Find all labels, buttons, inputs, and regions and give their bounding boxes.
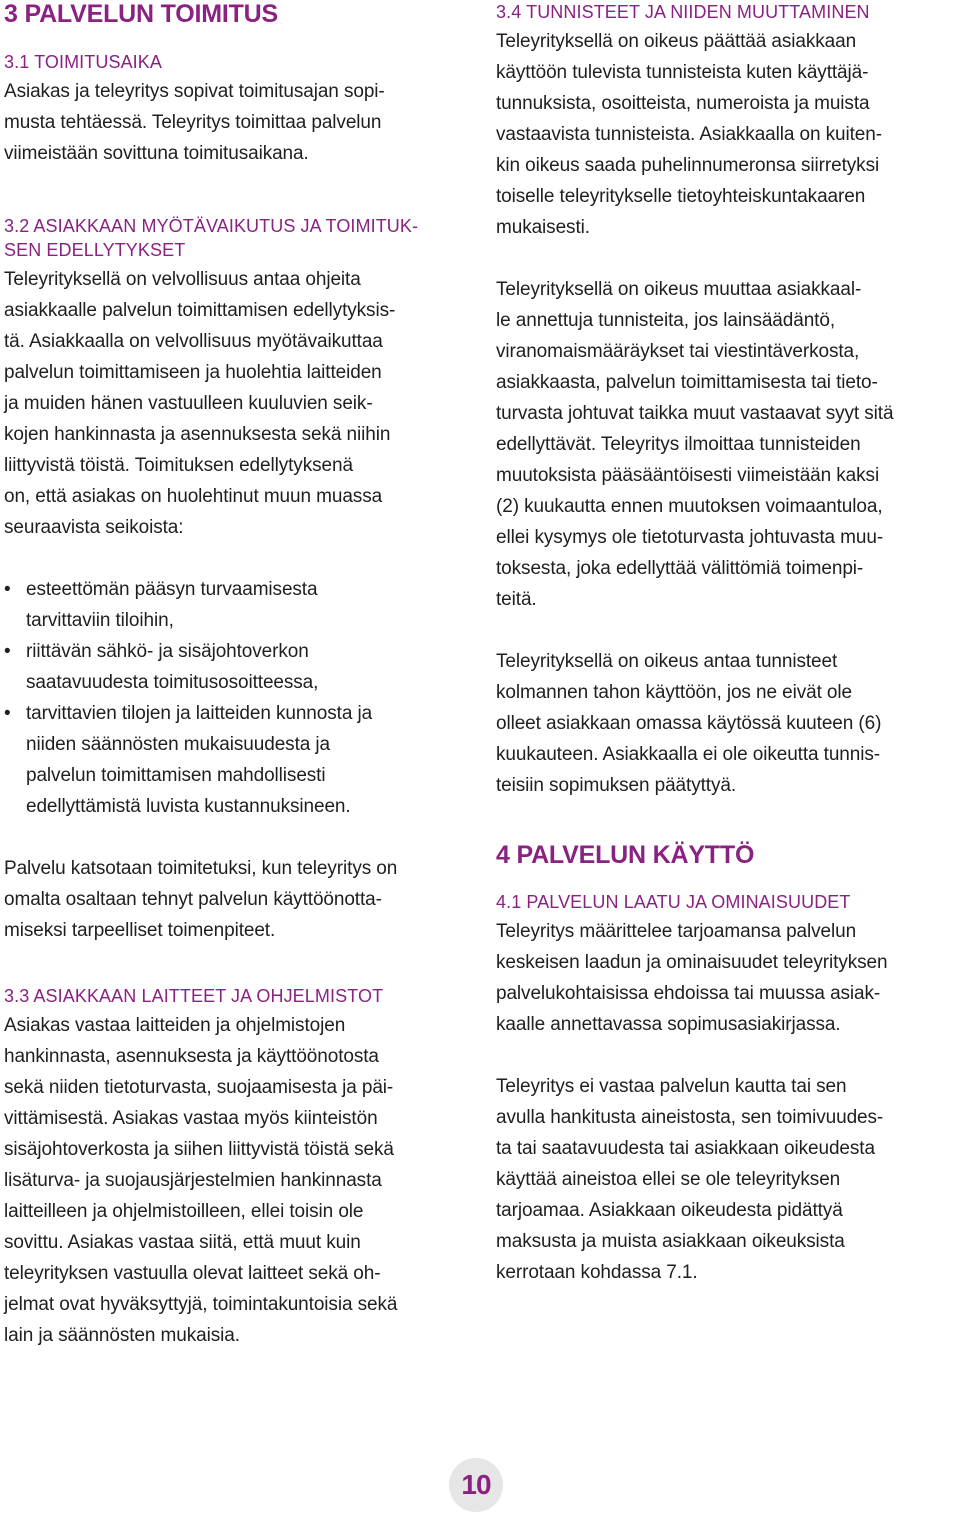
text-line: mukaisesti. (496, 217, 590, 238)
text-line: Asiakas vastaa laitteiden ja ohjelmistojen (4, 1015, 346, 1036)
text-line: saatavuudesta toimitusosoitteessa, (26, 672, 319, 693)
heading-line: 3.2 ASIAKKAAN MYÖTÄVAIKUTUS JA TOIMITUK- (4, 216, 419, 236)
text-line: kojen hankinnasta ja asennuksesta sekä niihin (4, 424, 391, 445)
text-line: Asiakas ja teleyritys sopivat toimitusajan sopi- (4, 81, 385, 102)
section-4-1-paragraph-2 (496, 1071, 958, 1288)
text-line: lisäturva- ja suojausjärjestelmien hankinnasta (4, 1170, 382, 1191)
bullet-marker: • (4, 703, 11, 724)
text-line: esteettömän pääsyn turvaamisesta (26, 579, 318, 600)
text-line: teisiin sopimuksen päätyttyä. (496, 775, 736, 796)
text-line: avulla hankitusta aineistosta, sen toimivuudes- (496, 1107, 884, 1128)
bullet-marker: • (4, 641, 11, 662)
text-line: on, että asiakas on huolehtinut muun muassa (4, 486, 383, 507)
text-line: kolmannen tahon käyttöön, jos ne eivät ole (496, 682, 852, 703)
text-line: lain ja säännösten mukaisia. (4, 1325, 240, 1346)
section-4-1-paragraph-1 (496, 916, 958, 1040)
text-line: seuraavista seikoista: (4, 517, 184, 538)
text-line: hankinnasta, asennuksesta ja käyttöönotosta (4, 1046, 379, 1067)
text-line: miseksi tarpeelliset toimenpiteet. (4, 920, 276, 941)
section-4-1-heading: 4.1 PALVELUN LAATU JA OMINAISUUDET (496, 892, 851, 912)
section-3-4-heading: 3.4 TUNNISTEET JA NIIDEN MUUTTAMINEN (496, 2, 870, 22)
text-line: jelmat ovat hyväksyttyjä, toimintakuntoisia sekä (4, 1294, 398, 1315)
section-3-2-heading (4, 214, 472, 262)
text-line: riittävän sähkö- ja sisäjohtoverkon (26, 641, 309, 662)
text-line: palvelukohtaisissa ehdoissa tai muussa asiak- (496, 983, 881, 1004)
text-line: liittyvistä töistä. Toimituksen edellytyksenä (4, 455, 353, 476)
text-line: Teleyrityksellä on velvollisuus antaa ohjeita (4, 269, 361, 290)
list-item (4, 698, 472, 822)
text-line: käyttöön tulevista tunnisteista kuten käyttäjä- (496, 62, 869, 83)
text-line: maksusta ja muista asiakkaan oikeuksista (496, 1231, 845, 1252)
text-line: keskeisen laadun ja ominaisuudet teleyrityksen (496, 952, 888, 973)
text-line: laitteilleen ja ohjelmistoilleen, ellei toisin ole (4, 1201, 364, 1222)
text-line: edellyttämistä luvista kustannuksineen. (26, 796, 351, 817)
text-line: palvelun toimittamisen mahdollisesti (26, 765, 326, 786)
section-3-3-heading: 3.3 ASIAKKAAN LAITTEET JA OHJELMISTOT (4, 986, 384, 1006)
text-line: turvasta johtuvat taikka muut vastaavat syyt sitä (496, 403, 894, 424)
text-line: kerrotaan kohdassa 7.1. (496, 1262, 698, 1283)
text-line: palvelun toimittamiseen ja huolehtia laitteiden (4, 362, 382, 383)
section-3-2-text (4, 264, 472, 543)
text-line: musta tehtäessä. Teleyritys toimittaa palvelun (4, 112, 382, 133)
text-line: toiselle teleyritykselle tietoyhteiskuntakaaren (496, 186, 866, 207)
text-line: Palvelu katsotaan toimitetuksi, kun teleyritys on (4, 858, 398, 879)
text-line: sovittu. Asiakas vastaa siitä, että muut kuin (4, 1232, 361, 1253)
left-column (4, 0, 472, 1351)
text-line: kin oikeus saada puhelinnumeronsa siirretyksi (496, 155, 880, 176)
text-line: Teleyrityksellä on oikeus antaa tunnisteet (496, 651, 838, 672)
text-line: tunnuksista, osoitteista, numeroista ja muista (496, 93, 870, 114)
bullet-list (4, 574, 472, 822)
list-item (4, 636, 472, 698)
text-line: Teleyritys määrittelee tarjoamansa palvelun (496, 921, 857, 942)
text-line: ja muiden hänen vastuulleen kuuluvien seik- (4, 393, 373, 414)
text-line: olleet asiakkaan omassa käytössä kuuteen (6) (496, 713, 882, 734)
text-line: muutoksista pääsääntöisesti viimeistään kaksi (496, 465, 880, 486)
section-3-4-paragraph-1 (496, 26, 958, 243)
section-3-title: 3 PALVELUN TOIMITUS (4, 0, 278, 28)
text-line: vittämisestä. Asiakas vastaa myös kiinteistön (4, 1108, 378, 1129)
text-line: asiakkaalle palvelun toimittamisen edellytyksis- (4, 300, 396, 321)
text-line: le annettuja tunnisteita, jos lainsäädäntö, (496, 310, 835, 331)
text-line: tarvittaviin tiloihin, (26, 610, 174, 631)
text-line: sekä niiden tietoturvasta, suojaamisesta ja päi- (4, 1077, 394, 1098)
text-line: Teleyrityksellä on oikeus muuttaa asiakkaal- (496, 279, 862, 300)
text-line: Teleyritys ei vastaa palvelun kautta tai sen (496, 1076, 847, 1097)
text-line: kuukauteen. Asiakkaalla ei ole oikeutta tunnis- (496, 744, 880, 765)
text-line: ta tai saatavuudesta tai asiakkaan oikeudesta (496, 1138, 875, 1159)
section-3-4-paragraph-3 (496, 646, 958, 801)
text-line: teitä. (496, 589, 537, 610)
section-4-title: 4 PALVELUN KÄYTTÖ (496, 841, 755, 869)
text-line: niiden säännösten mukaisuudesta ja (26, 734, 330, 755)
page-number-badge: 10 (449, 1458, 503, 1512)
text-line: asiakkaasta, palvelun toimittamisesta tai tieto- (496, 372, 878, 393)
text-line: teleyrityksen vastuulla olevat laitteet sekä oh- (4, 1263, 381, 1284)
text-line: kaalle annettavassa sopimusasiakirjassa. (496, 1014, 841, 1035)
right-column (496, 0, 958, 1288)
text-line: käyttää aineistoa ellei se ole teleyrityksen (496, 1169, 841, 1190)
text-line: viimeistään sovittuna toimitusaikana. (4, 143, 309, 164)
text-line: omalta osaltaan tehnyt palvelun käyttöönotta- (4, 889, 382, 910)
heading-line: SEN EDELLYTYKSET (4, 240, 186, 260)
section-3-1-text (4, 76, 472, 169)
list-item (4, 574, 472, 636)
text-line: tä. Asiakkaalla on velvollisuus myötävaikuttaa (4, 331, 383, 352)
text-line: ellei kysymys ole tietoturvasta johtuvasta muu- (496, 527, 884, 548)
text-line: viranomaismääräykset tai viestintäverkosta, (496, 341, 860, 362)
text-line: tarvittavien tilojen ja laitteiden kunnosta ja (26, 703, 373, 724)
text-line: tarjoamaa. Asiakkaan oikeudesta pidättyä (496, 1200, 843, 1221)
section-3-4-paragraph-2 (496, 274, 958, 615)
bullet-marker: • (4, 579, 11, 600)
delivery-completion-text (4, 853, 472, 946)
text-line: sisäjohtoverkosta ja siihen liittyvistä töistä sekä (4, 1139, 394, 1160)
text-line: Teleyrityksellä on oikeus päättää asiakkaan (496, 31, 857, 52)
text-line: toksesta, joka edellyttää välittömiä toimenpi- (496, 558, 864, 579)
text-line: vastaavista tunnisteista. Asiakkaalla on kuiten- (496, 124, 882, 145)
text-line: edellyttävät. Teleyritys ilmoittaa tunnisteiden (496, 434, 861, 455)
text-line: (2) kuukautta ennen muutoksen voimaantuloa, (496, 496, 883, 517)
section-3-3-text (4, 1010, 472, 1351)
section-3-1-heading: 3.1 TOIMITUSAIKA (4, 52, 162, 72)
